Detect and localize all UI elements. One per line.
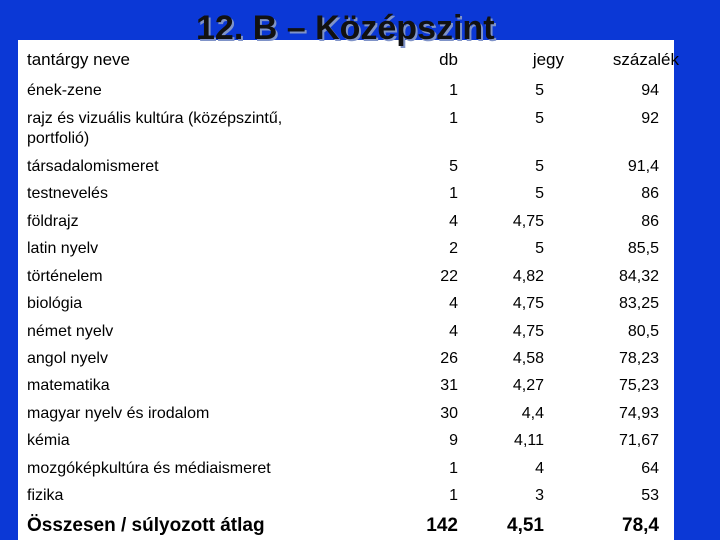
pct-value: 78,23 [618,350,659,367]
db-value: 2 [449,240,458,257]
pct-value: 53 [641,487,659,504]
db-value: 26 [440,350,458,367]
db-value: 1 [449,110,458,127]
db-value: 9 [449,432,458,449]
subject-name: testnevelés [27,185,108,202]
jegy-value: 4 [535,460,544,477]
pct-value: 75,23 [618,377,659,394]
jegy-value: 4,75 [512,295,544,312]
subject-name: angol nyelv [27,350,108,367]
db-value: 4 [449,213,458,230]
header-pct: százalék [612,50,679,69]
db-value: 30 [440,405,458,422]
jegy-value: 4,27 [512,377,544,394]
subject-name: német nyelv [27,323,114,340]
db-value: 1 [449,460,458,477]
subject-name: fizika [27,487,64,504]
subject-name: magyar nyelv és irodalom [27,405,210,422]
total-label: Összesen / súlyozott átlag [27,515,265,536]
jegy-value: 4,75 [512,323,544,340]
total-pct: 78,4 [622,515,659,536]
pct-value: 64 [641,460,659,477]
jegy-value: 5 [535,185,544,202]
pct-value: 83,25 [618,295,659,312]
header-jegy: jegy [532,50,564,69]
db-value: 22 [440,268,458,285]
pct-value: 91,4 [627,158,659,175]
db-value: 1 [449,185,458,202]
subject-name: latin nyelv [27,240,99,257]
pct-value: 92 [641,110,659,127]
subject-name: történelem [27,268,103,285]
pct-value: 71,67 [618,432,659,449]
db-value: 1 [449,487,458,504]
jegy-value: 5 [535,110,544,127]
subject-name: mozgóképkultúra és médiaismeret [27,460,271,477]
pct-value: 80,5 [627,323,659,340]
jegy-value: 5 [535,158,544,175]
pct-value: 86 [641,213,659,230]
db-value: 5 [449,158,458,175]
subject-name: matematika [27,377,110,394]
header-subject: tantárgy neve [27,50,131,69]
slide-title: 12. B – Középszint [196,9,495,47]
db-value: 4 [449,323,458,340]
pct-value: 74,93 [618,405,659,422]
pct-value: 86 [641,185,659,202]
db-value: 4 [449,295,458,312]
total-jegy: 4,51 [507,515,544,536]
db-value: 31 [440,377,458,394]
pct-value: 84,32 [618,268,659,285]
header-db: db [439,50,458,69]
pct-value: 94 [641,82,659,99]
subject-name: társadalomismeret [27,158,159,175]
subject-name: ének-zene [27,82,102,99]
subject-name: biológia [27,295,83,312]
total-db: 142 [426,515,458,536]
subject-name: kémia [27,432,70,449]
jegy-value: 4,75 [512,213,544,230]
jegy-value: 4,82 [512,268,544,285]
subject-name: földrajz [27,213,79,230]
db-value: 1 [449,82,458,99]
jegy-value: 4,11 [514,432,544,449]
pct-value: 85,5 [627,240,659,257]
jegy-value: 4,58 [512,350,544,367]
jegy-value: 4,4 [521,405,544,422]
jegy-value: 3 [535,487,544,504]
jegy-value: 5 [535,82,544,99]
jegy-value: 5 [535,240,544,257]
subject-name: rajz és vizuális kultúra (középszintű, portfolió) [27,110,283,147]
